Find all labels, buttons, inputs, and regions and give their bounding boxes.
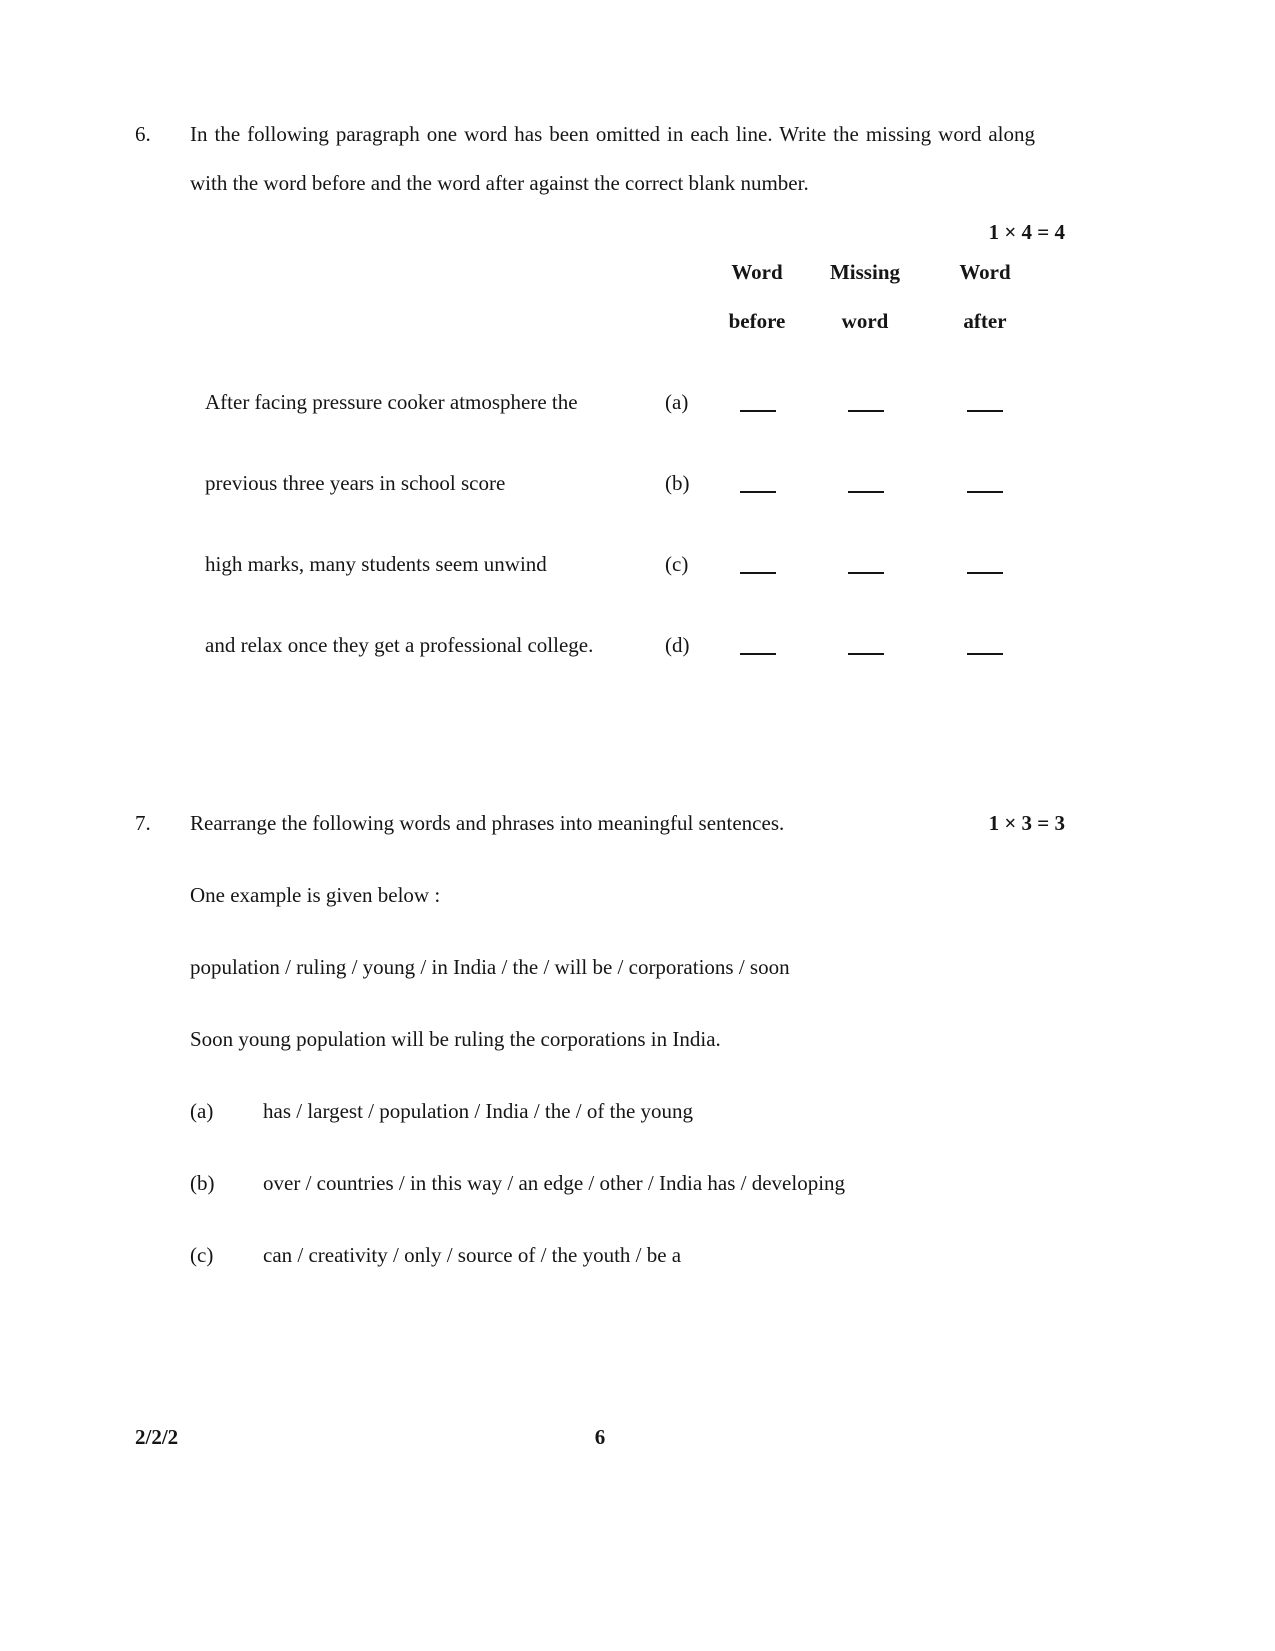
header-line: Word (959, 260, 1011, 284)
question-6 (135, 110, 1065, 670)
blank-word-after (967, 540, 1003, 574)
blank-word-before (740, 378, 776, 412)
blank-missing-word (848, 459, 884, 493)
row-text: and relax once they get a professional college. (205, 633, 594, 657)
question-7 (135, 810, 1065, 1269)
question-6-number: 6. (135, 122, 151, 146)
page-number (135, 1425, 1065, 1450)
header-word-after (930, 248, 1040, 346)
table-row-c (135, 540, 1065, 589)
q7-item-a (190, 1098, 1065, 1125)
item-label: (a) (190, 1099, 214, 1123)
blank-word-after (967, 378, 1003, 412)
table-row-d (135, 621, 1065, 670)
header-line: Missing (829, 260, 900, 284)
question-6-text: In the following paragraph one word has been omitted in each line. Write the missing word along with the word before and the word after against the correct blank number. (190, 122, 1035, 195)
row-label: (c) (665, 552, 689, 576)
paper-code: 2/2/2 (135, 1425, 179, 1449)
header-missing-word (810, 248, 920, 346)
blank-missing-word (848, 621, 884, 655)
item-text: can / creativity / only / source of / the youth / be a (263, 1243, 682, 1267)
example-intro: One example is given below : (190, 883, 441, 907)
blank-missing-word (848, 378, 884, 412)
question-7-number: 7. (135, 811, 151, 835)
table-row-b (135, 459, 1065, 508)
question-7-title-line (190, 810, 1065, 837)
row-label: (d) (665, 633, 690, 657)
row-text: previous three years in school score (205, 471, 506, 495)
question-6-body (190, 110, 1065, 244)
question-7-body (190, 810, 1065, 1269)
blank-word-before (740, 621, 776, 655)
q7-item-b (190, 1170, 1065, 1197)
item-label: (b) (190, 1171, 215, 1195)
question-7-statement (135, 810, 1065, 1269)
item-text: over / countries / in this way / an edge / other / India has / developing (263, 1171, 846, 1195)
header-line: after (963, 309, 1007, 333)
header-line: Word (731, 260, 783, 284)
question-7-marks: 1 × 3 = 3 (988, 811, 1065, 835)
row-label: (b) (665, 471, 690, 495)
table-row-a (135, 378, 1065, 427)
blank-missing-word (848, 540, 884, 574)
q7-item-c (190, 1242, 1065, 1269)
question-6-statement (135, 110, 1065, 244)
question-6-marks: 1 × 4 = 4 (988, 220, 1065, 244)
header-line: word (841, 309, 889, 333)
example-answer: Soon young population will be ruling the corporations in India. (190, 1027, 721, 1051)
question-7-text: Rearrange the following words and phrases into meaningful sentences. (190, 811, 785, 835)
page-number-value: 6 (594, 1425, 606, 1449)
item-label: (c) (190, 1243, 214, 1267)
example-jumbled-words: population / ruling / young / in India / the / will be / corporations / soon (190, 955, 790, 979)
omission-table-rows (135, 378, 1065, 670)
header-word-before (702, 248, 812, 346)
blank-word-after (967, 621, 1003, 655)
item-text: has / largest / population / India / the / of the young (263, 1099, 694, 1123)
blank-word-after (967, 459, 1003, 493)
row-label: (a) (665, 390, 689, 414)
omission-table-header (135, 248, 1065, 346)
blank-word-before (740, 540, 776, 574)
header-line: before (728, 309, 786, 333)
row-text: high marks, many students seem unwind (205, 552, 547, 576)
blank-word-before (740, 459, 776, 493)
row-text: After facing pressure cooker atmosphere the (205, 390, 578, 414)
